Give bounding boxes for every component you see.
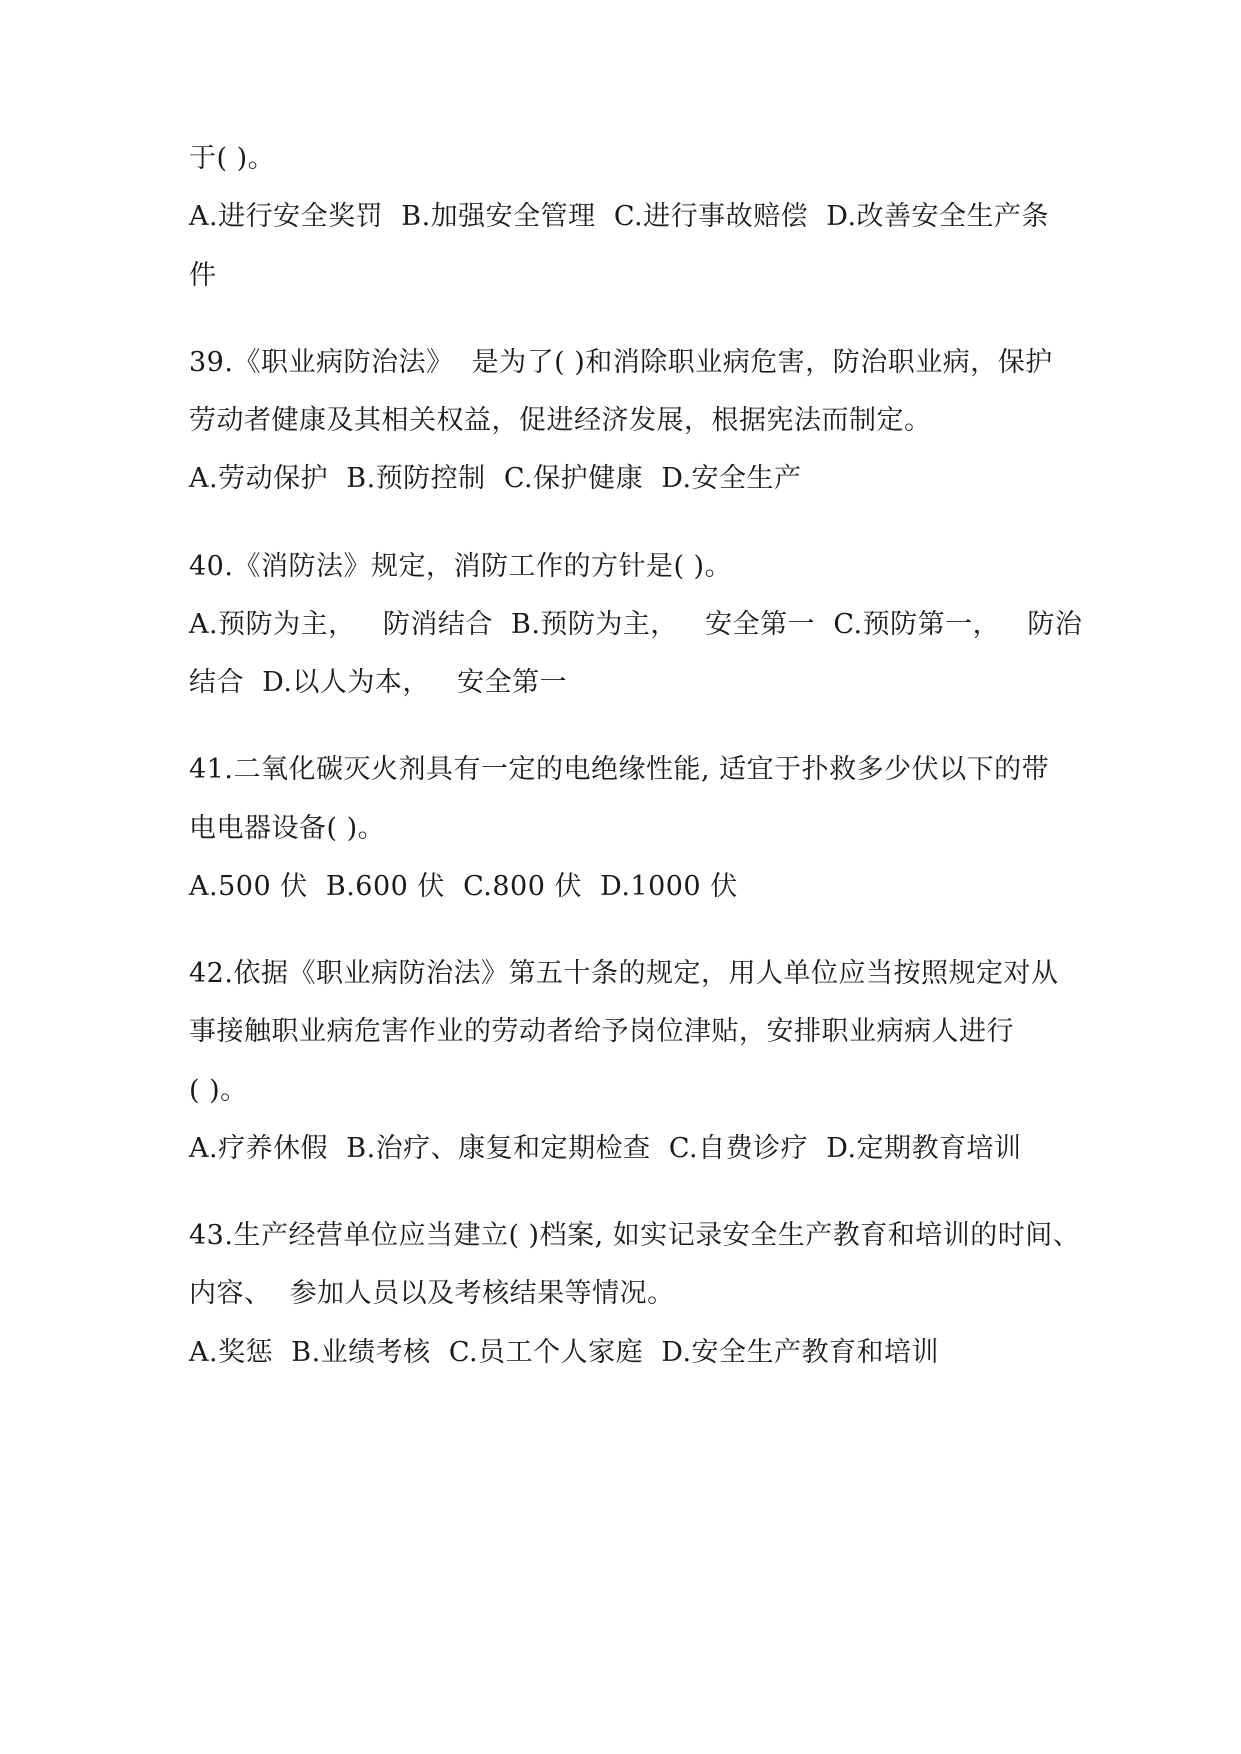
text-line: 劳动者健康及其相关权益，促进经济发展，根据宪法而制定。	[189, 405, 932, 436]
text-line: A.进行安全奖罚 B.加强安全管理 C.进行事故赔偿 D.改善安全生产条	[189, 201, 1050, 232]
text-line: 件	[189, 260, 217, 291]
text-line: A.疗养休假 B.治疗、康复和定期检查 C.自费诊疗 D.定期教育培训	[189, 1133, 1022, 1164]
text-line: 39.《职业病防治法》 是为了( )和消除职业病危害，防治职业病，保护	[189, 347, 1053, 378]
text-line: A.劳动保护 B.预防控制 C.保护健康 D.安全生产	[189, 463, 802, 494]
text-line: 内容、 参加人员以及考核结果等情况。	[189, 1278, 675, 1309]
text-line: A.预防为主， 防消结合 B.预防为主， 安全第一 C.预防第一， 防治	[189, 609, 1083, 640]
text-line: 结合 D.以人为本， 安全第一	[189, 667, 568, 698]
text-line: A.500 伏 B.600 伏 C.800 伏 D.1000 伏	[189, 871, 738, 902]
text-line: 于( )。	[189, 143, 276, 174]
text-line: 事接触职业病危害作业的劳动者给予岗位津贴，安排职业病病人进行	[189, 1016, 1014, 1047]
text-line: 41.二氧化碳灭火剂具有一定的电绝缘性能, 适宜于扑救多少伏以下的带	[189, 754, 1050, 785]
text-line: 电电器设备( )。	[189, 813, 386, 844]
text-line: 40.《消防法》规定，消防工作的方针是( )。	[189, 551, 733, 582]
text-line: 43.生产经营单位应当建立( )档案, 如实记录安全生产教育和培训的时间、	[189, 1220, 1081, 1251]
text-line: ( )。	[189, 1075, 248, 1106]
text-line: A.奖惩 B.业绩考核 C.员工个人家庭 D.安全生产教育和培训	[189, 1337, 940, 1368]
text-line: 42.依据《职业病防治法》第五十条的规定，用人单位应当按照规定对从	[189, 958, 1059, 989]
